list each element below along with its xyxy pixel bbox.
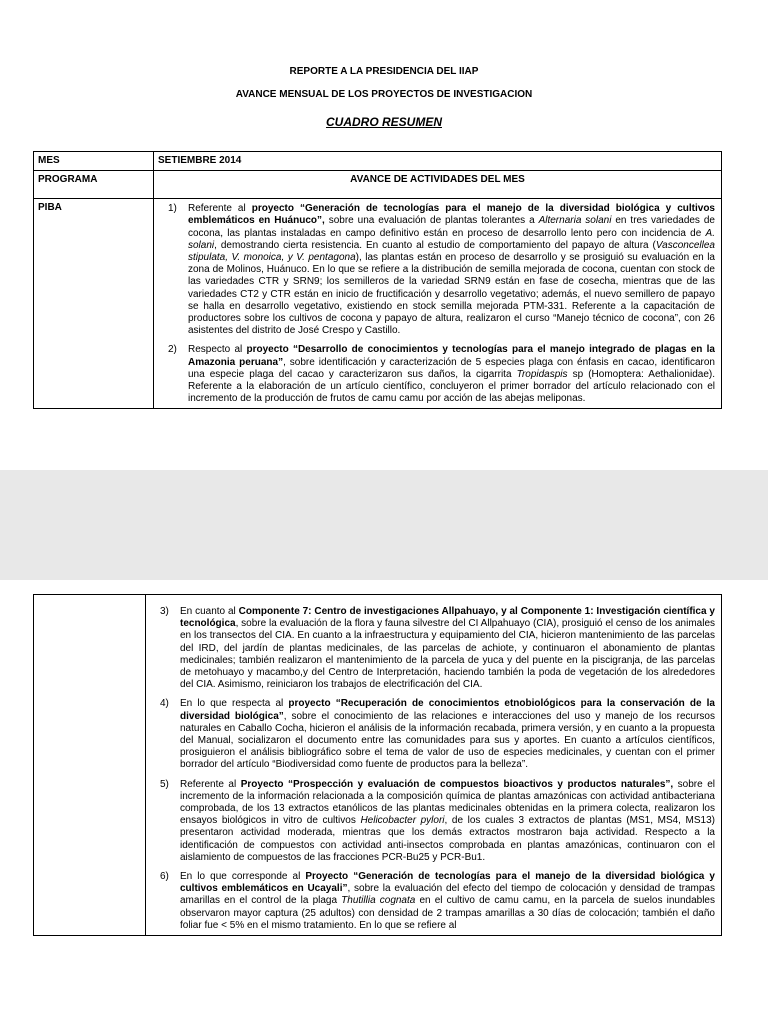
list-item: 6) En lo que corresponde al Proyecto “Generación de tecnologías para el manejo de la diversidad biológica y cultivos emblemáticos en Ucayali”, sobre la evaluación del efecto del tiempo de colocación y densidad de trampas amarillas en el control de la plaga Thutillia cognata en el cultivo de camu camu, en la parcela de suelos inundables observaron mayor captura (25 adultos) con densidad de 2 trampas amarillas a 30 días de colocación; también el daño foliar fue < 5% en el mismo tratamiento. En lo que se refiere al [160, 871, 715, 931]
report-subtitle: AVANCE MENSUAL DE LOS PROYECTOS DE INVESTIGACION [235, 89, 533, 100]
avance-label: AVANCE DE ACTIVIDADES DEL MES [154, 171, 722, 199]
summary-heading: CUADRO RESUMEN [325, 115, 442, 129]
list-item: 2) Respecto al proyecto “Desarrollo de conocimientos y tecnologías para el manejo integrado de plagas en la Amazonia peruana”, sobre identificación y caracterización de 5 especies plaga con énfasis en cacao, identificaron una especie plaga del cacao y caracterizaron sus daños, la cigarrita Tropidaspis sp (Homoptera: Aethalionidae). Referente a la elaboración de un artículo científico, concluyeron el primer borrador del artículo relacionado con el incremento de la producción de frutos de camu camu por acción de las abejas meliponas. [168, 344, 715, 405]
list-item: 1) Referente al proyecto “Generación de tecnologías para el manejo de la diversidad biológica y cultivos emblemáticos en Huánuco”, sobre una evaluación de plantas tolerantes a Alternaria solani en tres variedades de cocona, las plantas instaladas en campo definitivo están en proceso de desarrollo lento pero con incidencia de A. solani, demostrando cierta resistencia. En cuanto al estudio de comportamiento del papayo de altura (Vasconcellea stipulata, V. monoica, y V. pentagona), las plantas están en proceso de desarrollo y se prosiguió su evaluación en la zona de Molinos, Huánuco. En lo que se refiere a la distribución de semilla mejorada de cocona, cuentan con stock de las variedades CTR y SRN9; los semilleros de la variedad SRN9 están en fase de cosecha, mientras que de las variedades CT2 y CTR están en inicio de fructificación y desarrollo vegetativo; además, el nuevo semillero de papayo se halla en desarrollo vegetativo, existiendo en stock semilla mejorada PTM-331. Referente a la capacitación de productores sobre los cultivos de cocona y papayo de altura, realizaron el curso “Manejo técnico de cocona”, con 26 asistentes del distrito de José Crespo y Castillo. [168, 203, 715, 337]
empty-label-cell [34, 595, 146, 936]
list-item: 4) En lo que respecta al proyecto “Recuperación de conocimientos etnobiológicos para la conservación de la diversidad biológica”, sobre el conocimiento de las relaciones e interacciones del uso y manejo de los recursos naturales en Caballo Cocha, hicieron el análisis de la información recabada, primera versión, y en cuanto a la propuesta del Manual, socializaron el documento entre las comunidades para sus y aportes. En cuanto a artículos científicos, prosiguieron el análisis bibliográfico sobre el tema de valor de uso de especies medicinales, y cuentan con el primer borrador del artículo “Biodiversidad como fuente de productos para la belleza”. [160, 698, 715, 771]
list-item: 5) Referente al Proyecto “Prospección y evaluación de compuestos bioactivos y productos naturales”, sobre el incremento de la información relacionada a la composición química de plantas amazónicas con actividad antibacteriana comprobada, de los 13 extractos etanólicos de las plantas medicinales obtenidas en la primera colecta, realizaron los ensayos biológicos in vitro de cultivos Helicobacter pylori, de los cuales 3 extractos de plantas (MS1, MS4, MS13) presentaron actividad moderada, mientras que los demás extractos mostraron baja actividad. Respecto a la identificación de compuestos con actividad anti-insectos comprobada en plantas amazónicas, continuaron con el aislamiento de compuestos de las fracciones PCR-Bu25 y PCR-Bu1. [160, 778, 716, 863]
program-name: PIBA [34, 199, 154, 409]
summary-table-continued [33, 594, 722, 936]
table-row-continued [34, 595, 722, 936]
programa-label: PROGRAMA [34, 171, 154, 199]
table-row-programa [34, 171, 722, 199]
activities-cell [154, 199, 722, 409]
report-title: REPORTE A LA PRESIDENCIA DEL IIAP [289, 66, 479, 77]
table-row-piba [34, 199, 722, 409]
activities-list-continued [150, 606, 715, 932]
table-row-mes [34, 152, 722, 171]
mes-value: SETIEMBRE 2014 [154, 152, 722, 171]
activities-cell-continued [146, 595, 722, 936]
mes-label: MES [34, 152, 154, 171]
summary-table [33, 151, 722, 409]
activities-list [158, 203, 715, 405]
document-page-1 [0, 0, 768, 470]
list-item: 3) En cuanto al Componente 7: Centro de investigaciones Allpahuayo, y al Componente 1: Investigación científica y tecnológica, sobre la evaluación de la flora y fauna silvestre del CI Allpahuayo (CIA), prosiguió el censo de los animales en los transectos del CIA. En cuanto a la infraestructura y equipamiento del CIA, hicieron mantenimiento de las parcelas del IRD, del jardín de plantas medicinales, de las parcelas de achiote, y continuaron el abonamiento de plantas medicinales; también realizaron el mantenimiento de la parcela de yuca y del puente en la piscigranja, de las parcelas de metohuayo y macambo,y del Centro de Interpretación, haciendo también la poda de vegetación de los alrededores del CIA. Asimismo, reiniciaron los trabajos de electrificación del CIA. [160, 606, 715, 691]
